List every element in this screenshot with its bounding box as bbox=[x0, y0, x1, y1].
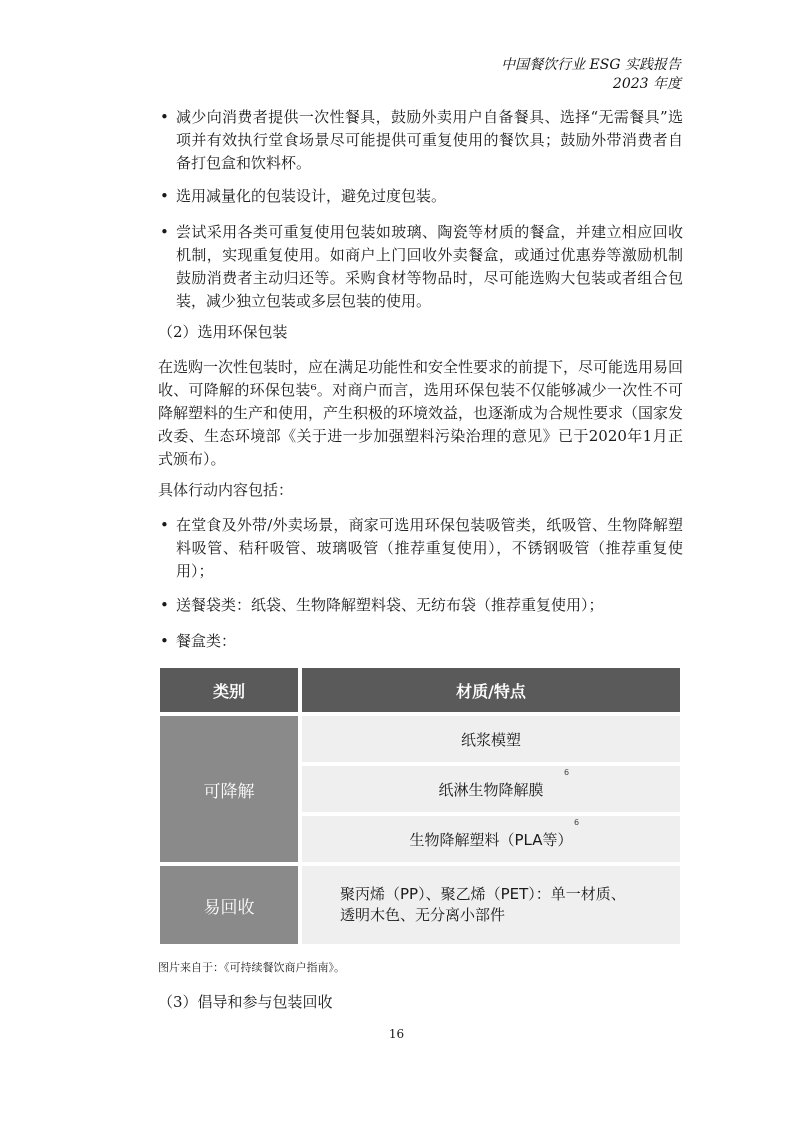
page-number: 16 bbox=[388, 1027, 405, 1041]
material-text: 聚丙烯（PP）、聚乙烯（PET）：单一材质、 bbox=[340, 885, 626, 903]
list-item bbox=[158, 594, 683, 617]
section-heading: （3）倡导和参与包装回收 bbox=[158, 993, 333, 1011]
bullet-text: 送餐袋类：纸袋、生物降解塑料袋、无纺布袋（推荐重复使用）； bbox=[176, 596, 604, 614]
list-item bbox=[158, 630, 683, 653]
section-heading: （2）选用环保包装 bbox=[158, 323, 288, 341]
packaging-material-table bbox=[158, 666, 682, 946]
category-cell-recyclable: 易回收 bbox=[158, 864, 300, 946]
report-title: 中国餐饮行业 ESG 实践报告 bbox=[501, 57, 681, 73]
bullet-text: 尝试采用各类可重复使用包装如玻璃、陶瓷等材质的餐盒，并建立相应回收机制，实现重复使用。如商户上门回收外卖餐盒，或通过优惠券等激励机制鼓励消费者主动归还等。采购食材等物品时，尽可能选购大包装或者组合包装，减少独立包装或多层包装的使用。 bbox=[176, 223, 683, 310]
list-item bbox=[158, 185, 683, 208]
actions-intro: 具体行动内容包括： bbox=[158, 481, 294, 499]
bullet-text: 减少向消费者提供一次性餐具，鼓励外卖用户自备餐具、选择“无需餐具”选项并有效执行堂食场景尽可能提供可重复使用的餐饮具；鼓励外带消费者自备打包盒和饮料杯。 bbox=[176, 108, 683, 172]
report-header bbox=[501, 56, 681, 94]
material-text: 纸浆模塑 bbox=[460, 730, 521, 749]
material-text: 纸淋生物降解膜 bbox=[438, 780, 544, 799]
column-header-material: 材质/特点 bbox=[300, 666, 682, 714]
figure-caption: 图片来自于：《可持续餐饮商户指南》。 bbox=[158, 961, 345, 974]
material-cell bbox=[300, 864, 682, 946]
bullet-icon: • bbox=[160, 187, 169, 205]
footnote-mark: 6 bbox=[574, 818, 580, 827]
table-row bbox=[158, 864, 682, 946]
bullet-icon: • bbox=[160, 223, 169, 241]
material-text: 生物降解塑料（PLA等） bbox=[409, 830, 573, 849]
list-item bbox=[158, 221, 683, 313]
table-row bbox=[158, 714, 682, 764]
bullet-icon: • bbox=[160, 516, 169, 534]
bullet-text: 餐盒类： bbox=[176, 632, 237, 650]
material-cell bbox=[300, 714, 682, 764]
category-cell-degradable: 可降解 bbox=[158, 714, 300, 864]
footnote-mark: 6 bbox=[564, 768, 570, 777]
list-item bbox=[158, 514, 683, 583]
body-paragraph: 在选购一次性包装时，应在满足功能性和安全性要求的前提下，尽可能选用易回收、可降解的环保包装⁶。对商户而言，选用环保包装不仅能够减少一次性不可降解塑料的生产和使用，产生积极的环境效益，也逐渐成为合规性要求（国家发改委、生态环境部《关于进一步加强塑料污染治理的意见》已于2020年1月正式颁布）。 bbox=[158, 358, 684, 468]
list-item bbox=[158, 106, 683, 175]
report-year: 2023 年度 bbox=[612, 76, 681, 92]
bullet-text: 选用减量化的包装设计，避免过度包装。 bbox=[176, 187, 447, 205]
bullet-text: 在堂食及外带/外卖场景，商家可选用环保包装吸管类，纸吸管、生物降解塑料吸管、秸秆吸管、玻璃吸管（推荐重复使用），不锈钢吸管（推荐重复使用）； bbox=[176, 516, 683, 580]
material-cell bbox=[300, 764, 682, 814]
bullet-icon: • bbox=[160, 632, 169, 650]
bullet-icon: • bbox=[160, 108, 169, 126]
material-text: 透明木色、无分离小部件 bbox=[340, 906, 506, 924]
material-cell bbox=[300, 814, 682, 864]
column-header-category: 类别 bbox=[158, 666, 300, 714]
bullet-icon: • bbox=[160, 596, 169, 614]
